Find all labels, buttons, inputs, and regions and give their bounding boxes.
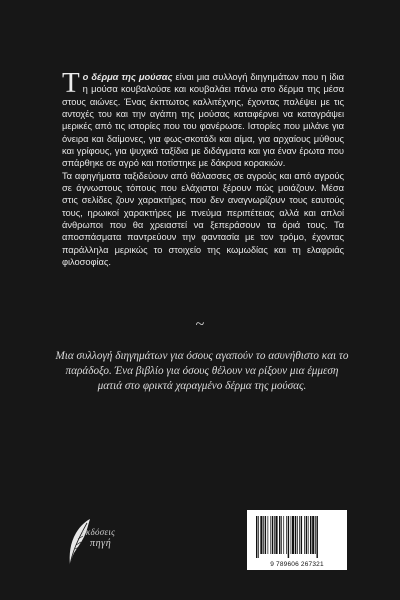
barcode-bar [297,516,298,554]
barcode-bar [286,516,287,554]
section-separator: ~ [195,316,205,333]
barcode-bar [304,516,305,554]
barcode-bar [274,516,275,554]
barcode-bar [265,516,266,554]
publisher-name-line1: εκδόσεις [82,527,116,537]
barcode-bar [268,516,269,554]
blurb-paragraph-1-text: είναι μια συλλογή διηγημάτων που η ίδια η μούσα κουβαλούσε και κουβαλάει πάνω στο δέρμα της μέσα στους αιώνες. Ένας έκπτωτος καλλιτέχνης, έχοντας παλέψει με τις αντοχές του και την αγάπη της μούσας καταφέρνει να καταγράψει μερικές από τις ιστορίες που του φανέρωσε. Ιστορίες που μιλάνε για όνειρα και δαίμονες, για φως-σκοτάδι και αίμα, για αρχαίους μύθους και γρίφους, για ψυχικά ταξίδια με διδάγματα και για έναν έρωτα που σπάρθηκε σε αγρό και ποτίστηκε με δάκρυα κορακιών. [62,72,344,169]
barcode-bar [281,516,282,554]
drop-cap: Τ [62,67,80,99]
barcode-bar [299,516,300,554]
barcode-bar [312,516,314,554]
barcode-bar [315,516,316,554]
publisher-logo [60,515,140,567]
barcode-bar [256,516,257,558]
isbn-digits: 9 789606 267321 [270,561,324,568]
barcode-bar [275,516,277,554]
barcode-bar [258,516,259,558]
barcode-bar [263,516,264,554]
publisher-name-line2: πηγή [90,538,112,549]
isbn-barcode [247,510,347,570]
barcode-bar [306,516,307,554]
barcode-bar [272,516,273,554]
barcode-bar [308,516,309,554]
barcode-bar [316,516,317,558]
barcode-bars [255,516,339,558]
barcode-bar [283,516,284,554]
barcode-bar [295,516,296,554]
book-title: ο δέρμα της μούσας [82,72,173,82]
barcode-bar [291,516,292,554]
barcode-bar [260,516,262,554]
barcode-bar [310,516,311,554]
blurb-paragraph-1 [62,67,344,170]
blurb-paragraph-2: Τα αφηγήματα ταξιδεύουν από θάλασσες σε αγρούς και από αγρούς σε άγνωστους τόπους που ελάχιστοι ξέρουν πώς μοιάζουν. Μέσα στις σελίδες ζουν χαρακτήρες που δεν αναγνωρίζουν τους εαυτούς τους, ηρωικοί χαρακτήρες με πνεύμα περιπέτειας αλλά και απλοί άνθρωποι που θα χρειαστεί να ξεπεράσουν τα όριά τους. Τα αποσπάσματα παντρεύουν την φαντασία με τον τρόμο, έχοντας παράλληλα μερικώς το στοιχείο της κωμωδίας και τη ελαφριάς φιλοσοφίας. [62,170,344,268]
barcode-bar [301,516,302,554]
barcode-bar [292,516,294,554]
barcode-bar [288,516,289,558]
tagline: Μια συλλογή διηγημάτων για όσους αγαπούν το ασυνήθιστο και το παράδοξο. Ένα βιβλίο για όσους θέλουν να ρίξουν μια έμμεση ματιά στο φρικτά χαραγμένο δέρμα της μούσας. [55,350,349,392]
barcode-bar [270,516,271,554]
blurb-text [62,67,344,269]
barcode-bar [279,516,280,554]
